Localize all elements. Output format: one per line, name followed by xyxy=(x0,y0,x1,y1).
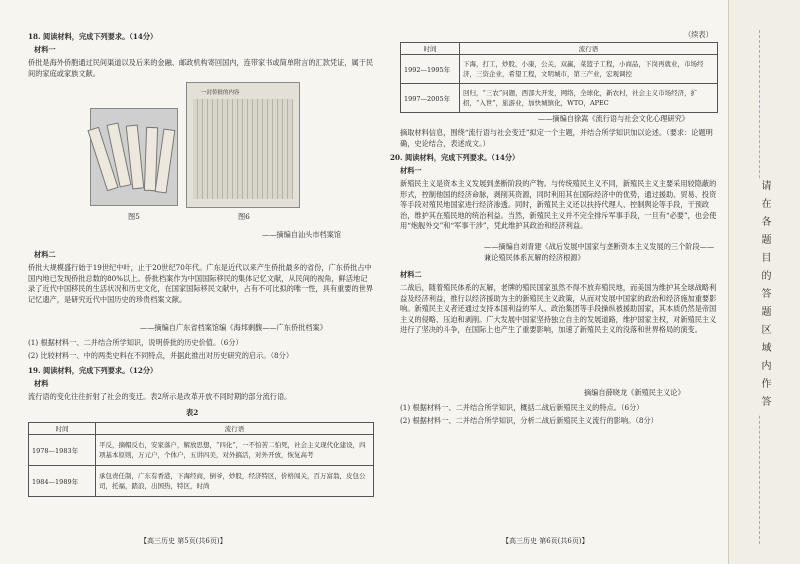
figure-5-photo xyxy=(90,108,178,206)
q19-material-text: 流行语的变化往往折射了社会的变迁。表2所示是改革开放不同时期的部分流行语。 xyxy=(28,392,292,401)
figure-6-title: 一封侨批的内容 xyxy=(201,90,240,96)
answer-area-notice: 请在各题目的答题区域内作答 xyxy=(747,180,773,414)
q18-requirement-2: (2) 比较材料一、中的两类史料在不同特点，并据此推出对历史研究的启示。（8分） xyxy=(28,351,294,360)
q19-task: 摘取材料信息，围绕“流行语与社会变迁”拟定一个主题，并结合所学知识加以论述。（要求：论题明确，史论结合，表述成文。） xyxy=(400,128,713,148)
table-row xyxy=(401,55,718,84)
q20-m2-label: 材料二 xyxy=(400,270,422,279)
q18-header: 18. 阅读材料，完成下列要求。（14分） xyxy=(28,32,158,41)
table-continued-label: （续表） xyxy=(684,30,713,39)
binding-strip xyxy=(728,0,800,564)
table-2-part1 xyxy=(28,422,374,497)
table-cell-slang: 下海，打工，炒股，小康，公关，双赢，菜篮子工程，小商品，下岗再就业，市场经济，三资企业，希望工程，文明城市，第三产业，宏观调控 xyxy=(460,55,718,84)
q18-m1-source: ——摘编自汕头市档案馆 xyxy=(262,230,342,239)
q20-requirement-1: (1) 根据材料一、二并结合所学知识，概括二战后新殖民主义的特点。（6分） xyxy=(400,403,644,412)
q20-requirement-2: (2) 根据材料一、二并结合所学知识，分析二战后新殖民主义流行的影响。（8分） xyxy=(400,416,658,425)
table-cell-slang: 承包责任制，广东有香港，下海经商，倒爷，炒股，经济特区，价格闯关，百万富翁，皮包公司，托福，踏浪，出国热，特区，时尚 xyxy=(96,466,374,497)
table-header-slang: 流行语 xyxy=(460,43,718,55)
table-cell-time: 1997—2005年 xyxy=(401,84,460,113)
table-row xyxy=(29,466,374,497)
table-cell-time: 1978—1983年 xyxy=(29,435,96,466)
table-header-row xyxy=(401,43,718,55)
table-cell-time: 1984—1989年 xyxy=(29,466,96,497)
table-cell-slang: 回归，“三农”问题，西部大开发，网络，全球化，新农村，社会主义市场经济，扩招，“入世”，旅游业，加快城镇化，WTO，APEC xyxy=(460,84,718,113)
table-source: ——摘编自徐嵩《流行语与社会文化心理研究》 xyxy=(538,114,689,123)
q20-m1-label: 材料一 xyxy=(400,166,422,175)
table-header-slang: 流行语 xyxy=(96,423,374,435)
table-header-time: 时间 xyxy=(401,43,460,55)
q20-m1-text: 新殖民主义是资本主义发展到垄断阶段的产物。与传统殖民主义不同，新殖民主义主要采用较隐蔽的形式，控制他国的经济命脉，剥削其资源，同时利用其在国际经济中的优势，通过援助、贸易、投资等手段对殖民地国家进行经济渗透。同时，新殖民主义还以扶持代理人、控制舆论等手段，干预政治，维护其在殖民地的统治利益。当然，新殖民主义并不完全排斥军事手段，一旦有“必要”，也会使用“炮舰外交”和“军事干涉”，凭此维护其政治和经济利益。 xyxy=(400,179,717,230)
q18-m2-label: 材料二 xyxy=(34,250,56,259)
table-2-part2 xyxy=(400,42,718,113)
table-header-time: 时间 xyxy=(29,423,96,435)
q20-m1-source: ——摘编自刘青建《战后发展中国家与垄断资本主义发展的三个阶段——兼论殖民体系瓦解的经济根源》 xyxy=(484,242,715,262)
q19-header: 19. 阅读材料，完成下列要求。（12分） xyxy=(28,366,158,375)
table-header-row xyxy=(29,423,374,435)
table-cell-slang: 平反，摘帽反右，安家落户，解放思想，“四化”，一不怕苦二怕死，社会主义现代化建设，四项基本原则，万元户，个体户，五讲四美，对外搞活，对外开放，恢复高考 xyxy=(96,435,374,466)
figure-5-caption: 图5 xyxy=(128,212,140,221)
q18-requirement-1: (1) 根据材料一、二并结合所学知识，说明侨批的历史价值。（6分） xyxy=(28,338,243,347)
q20-m2-source: 摘编自薛晓龙《新殖民主义论》 xyxy=(584,388,685,397)
page-5 xyxy=(0,0,388,564)
table-cell-time: 1992—1995年 xyxy=(401,55,460,84)
table-row xyxy=(401,84,718,113)
q18-m2-text: 侨批大规模盛行始于19世纪中叶，止于20世纪70年代。广东是近代以来产生侨批最多的省份，广东侨批占中国内地已发现侨批总数的80%以上。侨批档案作为中国国际移民的集体记忆文献，从民间的视角，鲜活地记录了近代中国移民的生活状况和历史文化，在国家国际移民文献中，占有不可比拟的唯一性，具有重要的世界记忆遗产，是研究近代中国历史的珍贵档案文献。 xyxy=(28,263,374,304)
q20-header: 20. 阅读材料，完成下列要求。（14分） xyxy=(390,153,520,162)
q19-material-label: 材料 xyxy=(34,379,49,388)
page-6-footer: 【高三历史 第6页(共6页)】 xyxy=(502,537,589,545)
q18-m2-source: ——摘编自广东省档案馆编《海邦剩馥——广东侨批档案》 xyxy=(140,323,327,332)
table-2-caption: 表2 xyxy=(186,408,199,417)
page-6 xyxy=(388,0,728,564)
figure-6-document xyxy=(186,82,300,208)
q20-m2-text: 二战后，随着殖民体系的瓦解，老牌的殖民国家虽然不得不放弃殖民地，而美国为维护其全球战略利益及经济利益，推行以经济援助为主的新殖民主义政策，从而对发展中国家的政治和经济施加重要影响。新殖民主义者还通过支持本国利益的军人、政治集团等手段操纵被援助国家，其本质仍然是帝国主义的侵略、压迫和剥削。广大发展中国家坚持独立自主的发展道路，维护国家主权，对新殖民主义进行了坚决的斗争，在国际上也产生了重要影响，加速了新殖民主义的没落和世界格局的演变。 xyxy=(400,283,717,334)
page-5-footer: 【高三历史 第5页(共6页)】 xyxy=(140,537,227,545)
q18-m1-label: 材料一 xyxy=(34,45,56,54)
q18-m1-text: 侨批是海外侨胞通过民间渠道以及后来的金融、邮政机构寄回国内，连带家书或简单附言的汇款凭证，属于民间的家庭或家族文献。 xyxy=(28,58,374,78)
table-row xyxy=(29,435,374,466)
figure-6-caption: 图6 xyxy=(238,212,250,221)
